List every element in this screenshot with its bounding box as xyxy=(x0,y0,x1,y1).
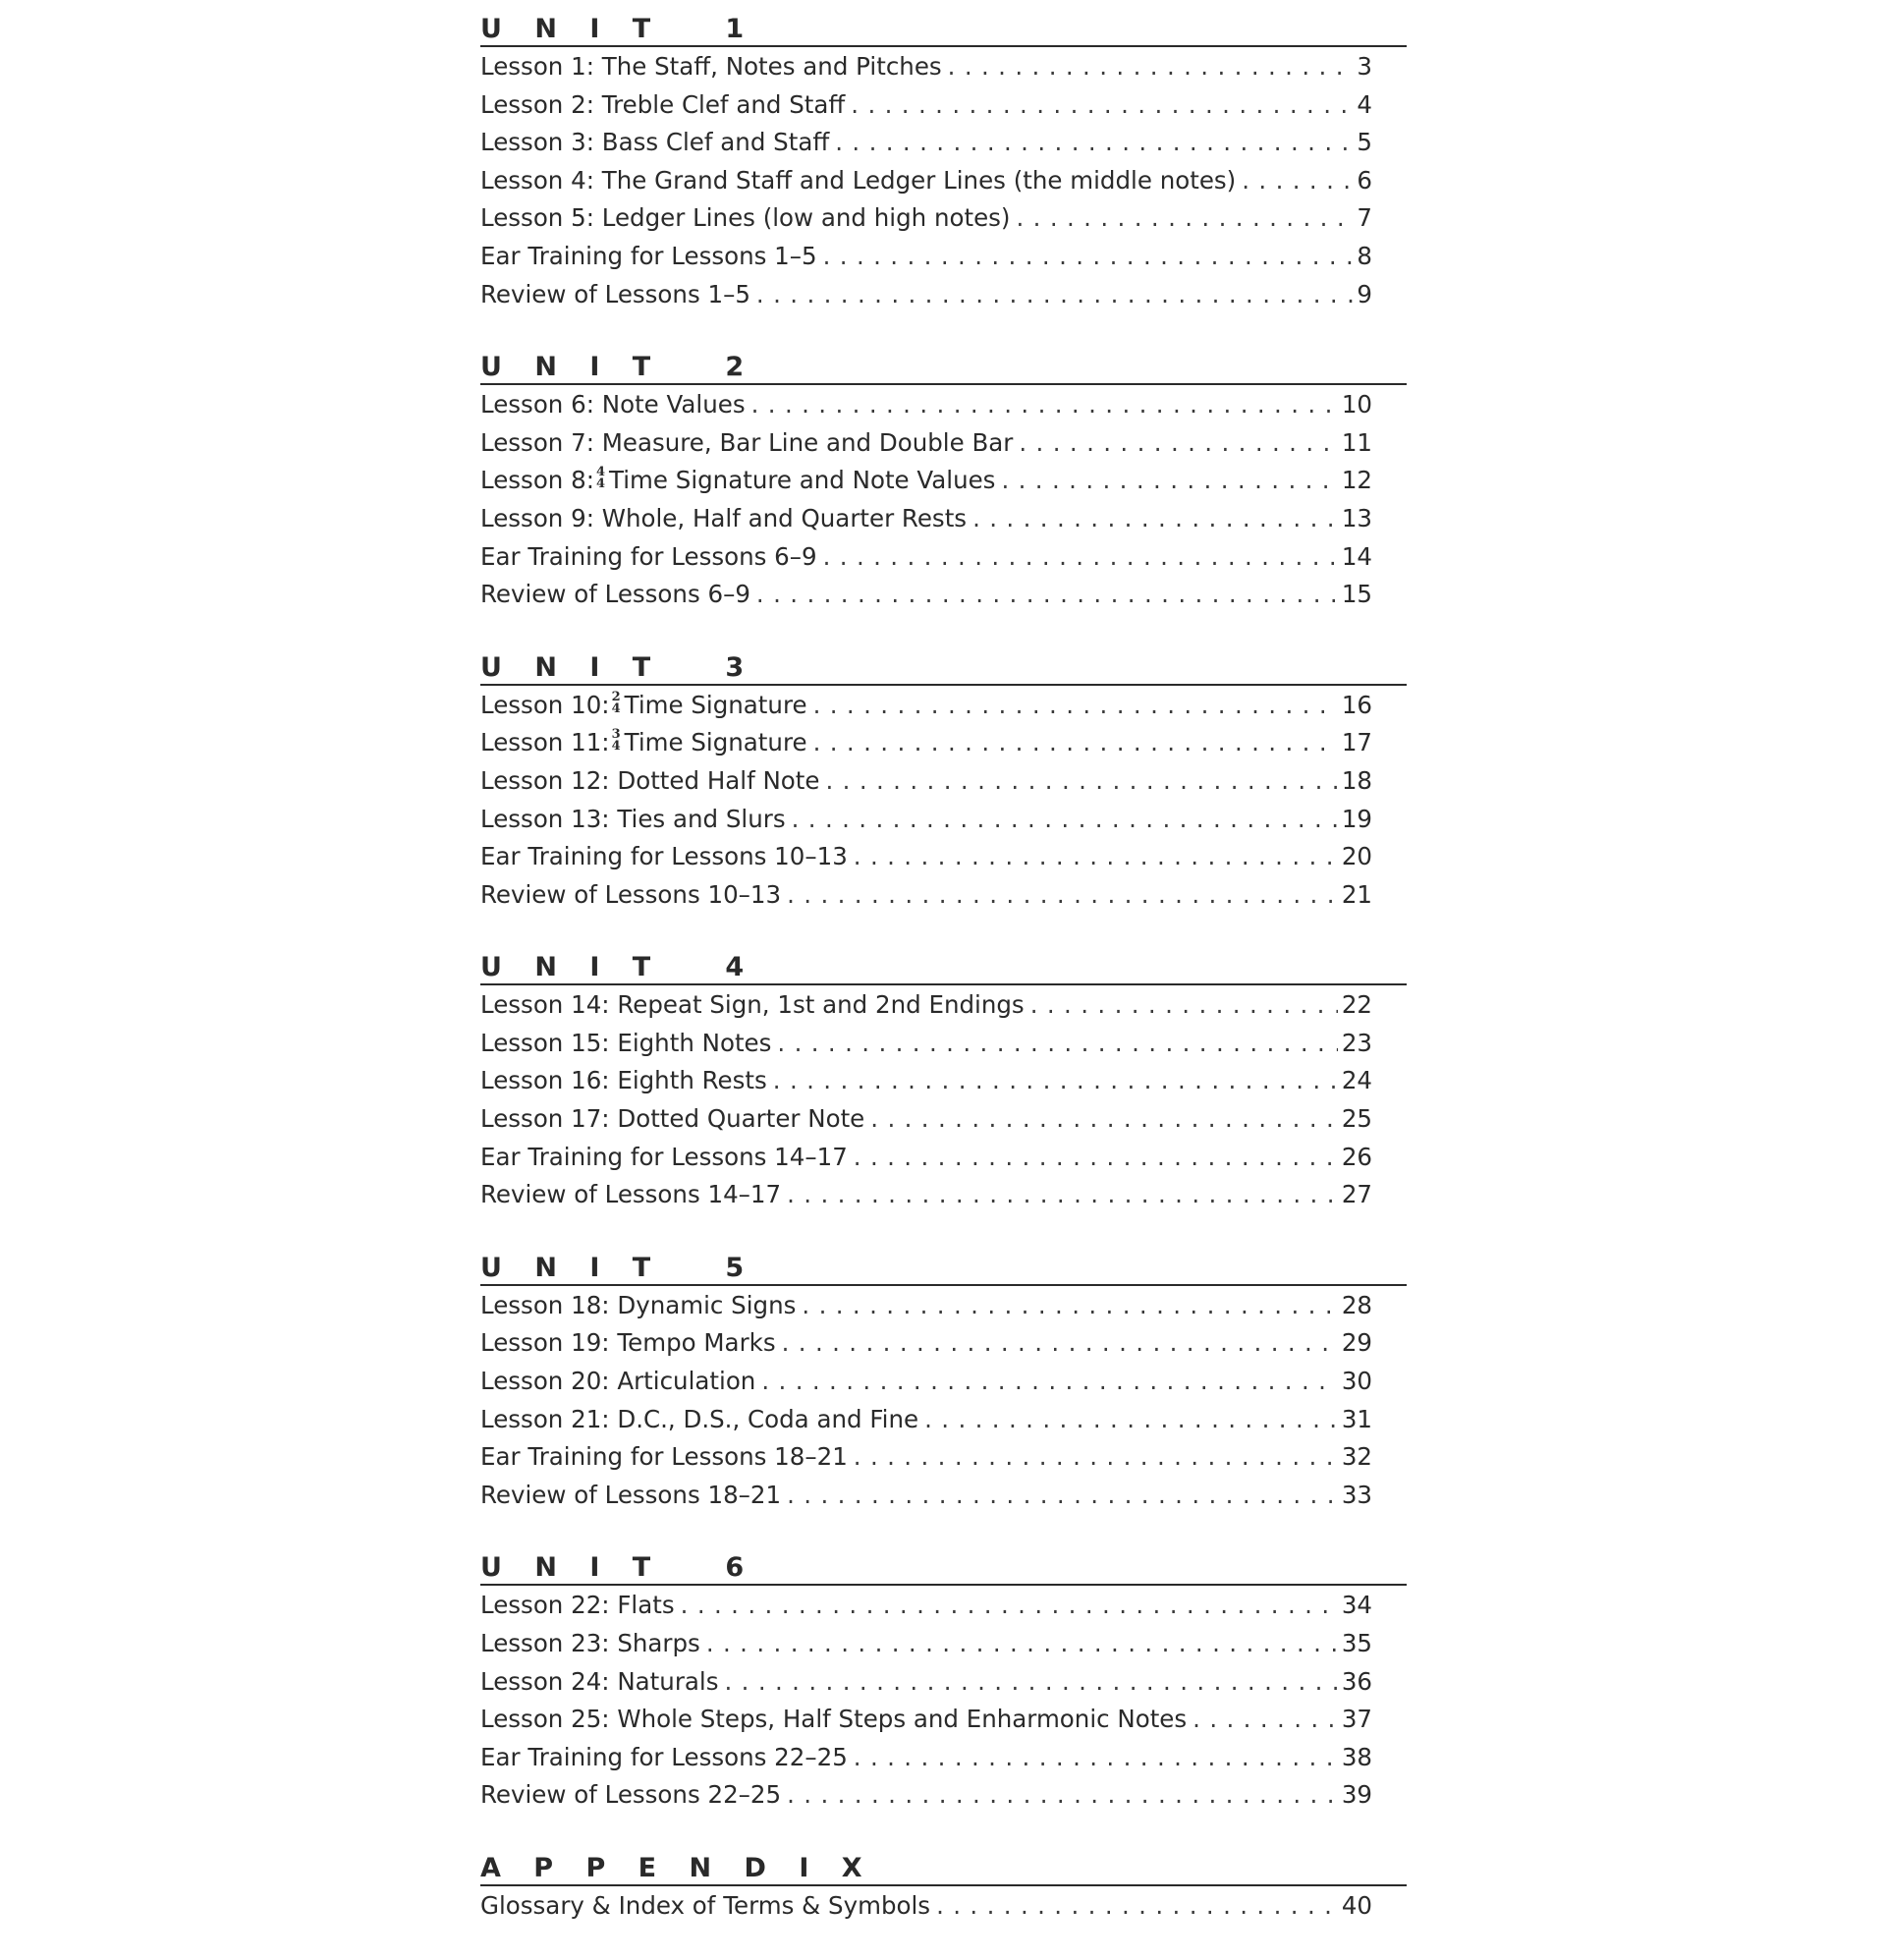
entry-title: Review of Lessons 14–17 xyxy=(480,1180,782,1209)
page-number: 36 xyxy=(1341,1666,1372,1696)
entry-title: Ear Training for Lessons 22–25 xyxy=(480,1742,848,1771)
section-title: A P P E N D I X xyxy=(480,1852,874,1883)
entry-title: Lesson 7: Measure, Bar Line and Double Bar xyxy=(480,427,1014,457)
entry-title-suffix: Time Signature and Note Values xyxy=(609,466,996,495)
toc-section xyxy=(480,348,1407,614)
section-header xyxy=(480,648,1407,686)
entry-title: Review of Lessons 22–25 xyxy=(480,1780,782,1810)
page-number: 21 xyxy=(1341,879,1372,909)
entry-title: Lesson 12: Dotted Half Note xyxy=(480,765,820,795)
page-number: 15 xyxy=(1341,580,1372,609)
section-title: U N I T 3 xyxy=(480,651,756,683)
table-of-contents xyxy=(480,10,1407,1960)
toc-entry xyxy=(480,1401,1372,1439)
page-number: 28 xyxy=(1341,1290,1372,1319)
dot-leader xyxy=(870,1100,1338,1139)
toc-entry xyxy=(480,1025,1372,1063)
page-number: 4 xyxy=(1357,89,1372,119)
page-number: 12 xyxy=(1341,466,1372,495)
dot-leader xyxy=(787,876,1338,915)
entry-title: Lesson 17: Dotted Quarter Note xyxy=(480,1104,865,1134)
entry-title: Lesson 24: Naturals xyxy=(480,1666,719,1696)
dot-leader xyxy=(823,538,1338,577)
toc-entry xyxy=(480,1701,1372,1739)
entry-title: Lesson 19: Tempo Marks xyxy=(480,1328,776,1358)
dot-leader xyxy=(1193,1701,1338,1739)
time-signature-top: 2 xyxy=(611,689,621,704)
dot-leader xyxy=(761,1363,1337,1401)
entry-title: Lesson 1: The Staff, Notes and Pitches xyxy=(480,52,942,81)
page-number: 29 xyxy=(1341,1328,1372,1358)
entry-title: Review of Lessons 1–5 xyxy=(480,279,750,308)
toc-entry xyxy=(480,1477,1372,1515)
dot-leader xyxy=(1019,424,1337,463)
section-header xyxy=(480,1849,1407,1886)
entry-title-suffix: Time Signature xyxy=(624,728,807,757)
entry-title: Ear Training for Lessons 14–17 xyxy=(480,1142,848,1171)
dot-leader xyxy=(1030,986,1338,1025)
toc-entry xyxy=(480,762,1372,801)
toc-entry xyxy=(480,386,1372,424)
section-header xyxy=(480,10,1407,47)
page-number: 30 xyxy=(1341,1367,1372,1396)
entry-title-prefix: Lesson 10: xyxy=(480,690,610,719)
page-number: 14 xyxy=(1341,541,1372,571)
section-title: U N I T 4 xyxy=(480,952,756,983)
toc-entry xyxy=(480,86,1372,125)
page-number: 22 xyxy=(1341,990,1372,1020)
time-signature-bottom: 4 xyxy=(611,739,621,755)
toc-entry xyxy=(480,238,1372,276)
toc-entry xyxy=(480,276,1372,314)
dot-leader xyxy=(756,276,1353,314)
toc-section xyxy=(480,948,1407,1214)
page-number: 8 xyxy=(1357,241,1372,270)
toc-entry xyxy=(480,48,1372,86)
page-number: 7 xyxy=(1357,203,1372,233)
toc-entry xyxy=(480,576,1372,614)
page-number: 20 xyxy=(1341,842,1372,871)
toc-entry xyxy=(480,724,1372,762)
toc-entry xyxy=(480,1324,1372,1363)
page-number: 26 xyxy=(1341,1142,1372,1171)
toc-entry xyxy=(480,538,1372,577)
toc-entry xyxy=(480,1100,1372,1139)
toc-entry xyxy=(480,1739,1372,1777)
dot-leader xyxy=(825,762,1337,801)
entry-title: Lesson 4: The Grand Staff and Ledger Lines (the middle notes) xyxy=(480,165,1237,195)
entry-title xyxy=(480,462,1001,500)
toc-entry xyxy=(480,687,1372,725)
dot-leader xyxy=(851,86,1353,125)
toc-entry xyxy=(480,801,1372,839)
dot-leader xyxy=(773,1062,1338,1100)
section-header xyxy=(480,948,1407,985)
page-number: 19 xyxy=(1341,804,1372,833)
page-number: 32 xyxy=(1341,1442,1372,1472)
dot-leader xyxy=(1001,462,1337,500)
toc-entry xyxy=(480,1625,1372,1663)
entry-title: Lesson 25: Whole Steps, Half Steps and Enharmonic Notes xyxy=(480,1705,1188,1734)
entry-title: Lesson 16: Eighth Rests xyxy=(480,1066,767,1095)
dot-leader xyxy=(782,1324,1338,1363)
page-number: 37 xyxy=(1341,1705,1372,1734)
page-number: 9 xyxy=(1357,279,1372,308)
page-number: 40 xyxy=(1341,1890,1372,1920)
dot-leader xyxy=(854,1739,1338,1777)
toc-entry xyxy=(480,1587,1372,1625)
dot-leader xyxy=(823,238,1354,276)
dot-leader xyxy=(948,48,1354,86)
dot-leader xyxy=(924,1401,1338,1439)
toc-entry xyxy=(480,1176,1372,1214)
section-header xyxy=(480,1548,1407,1586)
entry-title: Ear Training for Lessons 1–5 xyxy=(480,241,817,270)
page-number: 39 xyxy=(1341,1780,1372,1810)
entry-title: Lesson 13: Ties and Slurs xyxy=(480,804,786,833)
toc-entry xyxy=(480,1776,1372,1815)
entry-title xyxy=(480,724,813,762)
page-number: 10 xyxy=(1341,390,1372,420)
entry-title: Lesson 6: Note Values xyxy=(480,390,746,420)
toc-section xyxy=(480,648,1407,915)
page-number: 5 xyxy=(1357,128,1372,157)
time-signature-bottom: 4 xyxy=(611,700,621,716)
toc-entry xyxy=(480,1139,1372,1177)
time-signature-top: 4 xyxy=(595,465,606,480)
page-number: 16 xyxy=(1341,690,1372,719)
entry-title: Ear Training for Lessons 6–9 xyxy=(480,541,817,571)
entry-title: Lesson 23: Sharps xyxy=(480,1629,700,1657)
page-number: 11 xyxy=(1341,427,1372,457)
page-number: 35 xyxy=(1341,1629,1372,1657)
toc-section xyxy=(480,1849,1407,1926)
toc-entry xyxy=(480,876,1372,915)
page-number: 24 xyxy=(1341,1066,1372,1095)
toc-entry xyxy=(480,1287,1372,1325)
page-number: 33 xyxy=(1341,1480,1372,1509)
dot-leader xyxy=(854,838,1338,876)
dot-leader xyxy=(813,724,1338,762)
entry-title-prefix: Lesson 8: xyxy=(480,466,594,495)
toc-section xyxy=(480,1249,1407,1515)
entry-title xyxy=(480,687,813,725)
toc-entry xyxy=(480,838,1372,876)
entry-title: Review of Lessons 10–13 xyxy=(480,879,782,909)
entry-title-suffix: Time Signature xyxy=(624,690,807,719)
page-number: 23 xyxy=(1341,1028,1372,1057)
entry-title: Lesson 5: Ledger Lines (low and high notes) xyxy=(480,203,1011,233)
page-number: 27 xyxy=(1341,1180,1372,1209)
toc-entry xyxy=(480,424,1372,463)
page-number: 25 xyxy=(1341,1104,1372,1134)
toc-entry xyxy=(480,199,1372,238)
section-title: U N I T 1 xyxy=(480,14,756,44)
entry-title: Review of Lessons 6–9 xyxy=(480,580,750,609)
entry-title: Lesson 18: Dynamic Signs xyxy=(480,1290,797,1319)
page-number: 18 xyxy=(1341,765,1372,795)
time-signature-symbol xyxy=(611,689,621,716)
dot-leader xyxy=(854,1438,1338,1477)
dot-leader xyxy=(787,1776,1338,1815)
dot-leader xyxy=(756,576,1338,614)
entry-title: Review of Lessons 18–21 xyxy=(480,1480,782,1509)
entry-title: Lesson 15: Eighth Notes xyxy=(480,1028,772,1057)
dot-leader xyxy=(777,1025,1337,1063)
toc-entry xyxy=(480,1062,1372,1100)
section-title: U N I T 5 xyxy=(480,1252,756,1283)
dot-leader xyxy=(854,1139,1338,1177)
entry-title: Lesson 3: Bass Clef and Staff xyxy=(480,128,830,157)
toc-entry xyxy=(480,500,1372,538)
toc-entry xyxy=(480,1663,1372,1702)
toc-entry xyxy=(480,1363,1372,1401)
page-number: 3 xyxy=(1357,52,1372,81)
dot-leader xyxy=(936,1887,1338,1926)
toc-entry xyxy=(480,986,1372,1025)
toc-entry xyxy=(480,124,1372,162)
toc-section xyxy=(480,10,1407,313)
time-signature-symbol xyxy=(596,467,605,490)
dot-leader xyxy=(972,500,1338,538)
dot-leader xyxy=(681,1587,1338,1625)
dot-leader xyxy=(706,1625,1338,1663)
dot-leader xyxy=(724,1663,1337,1702)
section-header xyxy=(480,348,1407,385)
page-number: 6 xyxy=(1357,165,1372,195)
page-number: 34 xyxy=(1341,1591,1372,1620)
dot-leader xyxy=(1242,162,1353,200)
section-title: U N I T 2 xyxy=(480,352,756,383)
toc-section xyxy=(480,1548,1407,1815)
page-number: 17 xyxy=(1341,728,1372,757)
toc-entry xyxy=(480,1438,1372,1477)
toc-entry xyxy=(480,162,1372,200)
entry-title: Lesson 9: Whole, Half and Quarter Rests xyxy=(480,503,968,532)
entry-title: Ear Training for Lessons 18–21 xyxy=(480,1442,848,1472)
toc-entry xyxy=(480,462,1372,500)
entry-title: Lesson 21: D.C., D.S., Coda and Fine xyxy=(480,1404,919,1433)
dot-leader xyxy=(835,124,1353,162)
section-title: U N I T 6 xyxy=(480,1552,756,1584)
dot-leader xyxy=(792,801,1338,839)
dot-leader xyxy=(787,1176,1338,1214)
dot-leader xyxy=(813,687,1338,725)
entry-title: Lesson 22: Flats xyxy=(480,1591,675,1620)
time-signature-bottom: 4 xyxy=(595,476,606,492)
time-signature-symbol xyxy=(612,729,621,753)
entry-title-prefix: Lesson 11: xyxy=(480,728,610,757)
entry-title: Lesson 2: Treble Clef and Staff xyxy=(480,89,846,119)
dot-leader xyxy=(751,386,1338,424)
dot-leader xyxy=(787,1477,1338,1515)
page-number: 13 xyxy=(1341,503,1372,532)
dot-leader xyxy=(802,1287,1337,1325)
entry-title: Glossary & Index of Terms & Symbols xyxy=(480,1890,931,1920)
entry-title: Lesson 14: Repeat Sign, 1st and 2nd Endings xyxy=(480,990,1025,1020)
section-header xyxy=(480,1249,1407,1286)
page-number: 31 xyxy=(1341,1404,1372,1433)
dot-leader xyxy=(1016,199,1353,238)
entry-title: Ear Training for Lessons 10–13 xyxy=(480,842,848,871)
entry-title: Lesson 20: Articulation xyxy=(480,1367,756,1396)
time-signature-top: 3 xyxy=(611,727,621,743)
toc-entry xyxy=(480,1887,1372,1926)
page-number: 38 xyxy=(1341,1742,1372,1771)
